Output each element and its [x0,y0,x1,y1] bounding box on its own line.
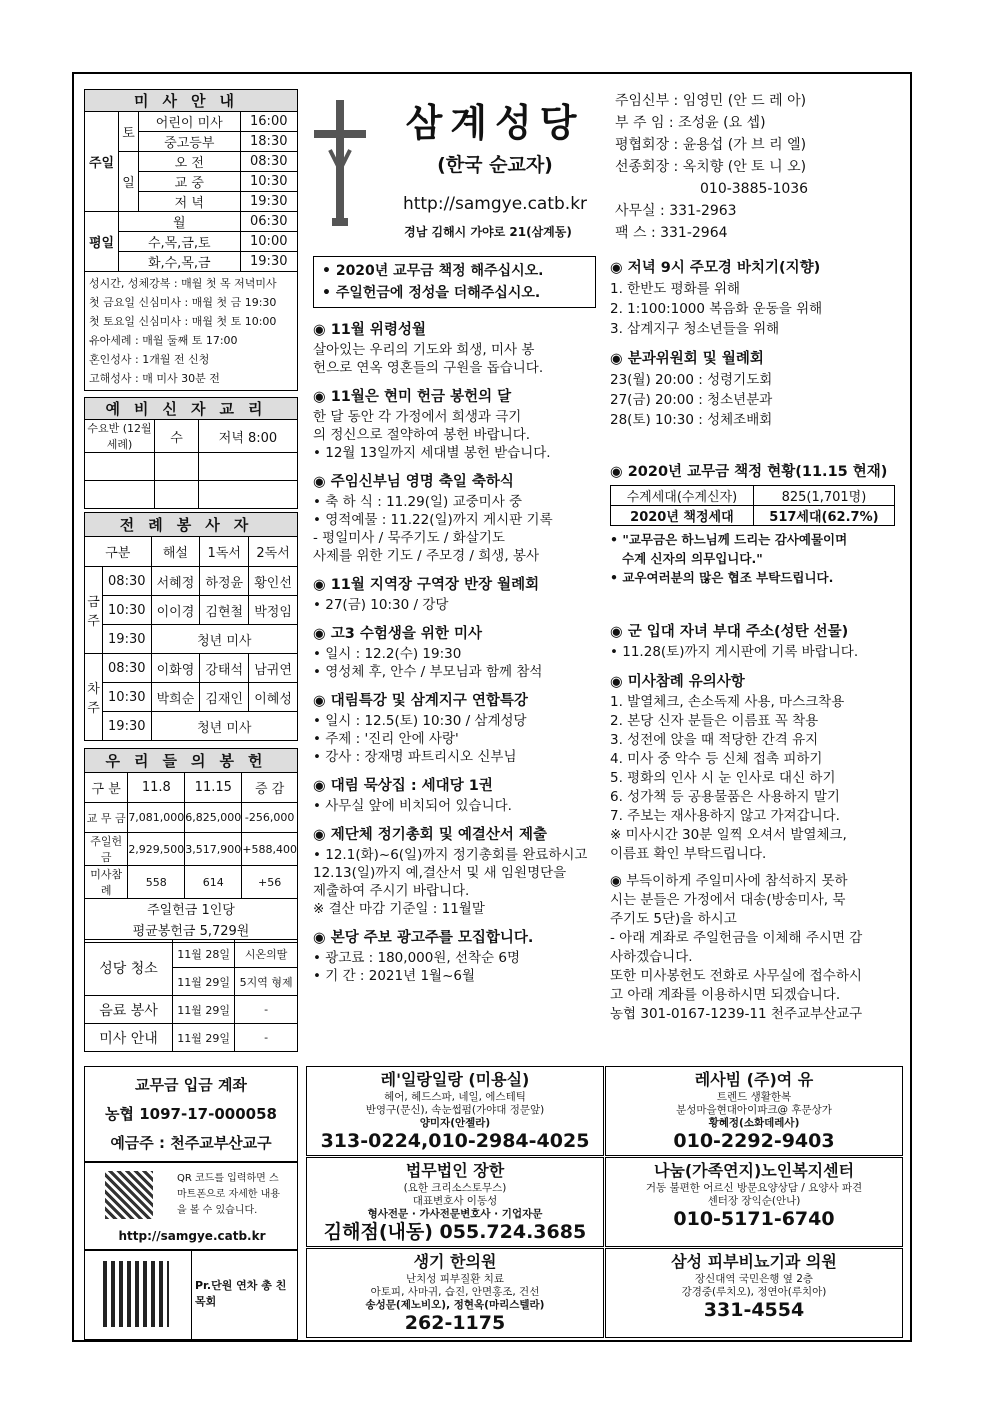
section-title: ◉ 2020년 교무금 책정 현황(11.15 현재) [610,464,888,480]
mass-notes [85,272,298,391]
duty-value: - [235,1024,298,1052]
notice-section [610,872,900,1024]
section-title: ◉ 대림특강 및 삼계지구 연합특강 [313,693,528,709]
cell: 수계세대(수계신자) [611,486,754,506]
mass-time: 16:00 [240,112,297,132]
church-url[interactable]: http://samgye.catb.kr [402,194,588,214]
mass-table [84,89,298,391]
note: 첫 토요일 신심미사 : 매월 첫 토 10:00 [89,315,277,328]
per-person-line: 평균봉헌금 5,729원 [132,923,250,939]
cell: 교 무 금 [85,803,128,833]
section-line: 1. 발열체크, 손소독제 사용, 마스크착용 [610,694,845,710]
notice-section [313,318,603,377]
class-name: 수요반 (12월세례) [85,420,155,453]
ad-phone: 김해점(내동) 055.724.3685 [323,1221,587,1243]
mass-name: 오 전 [139,152,241,172]
section-line: 사제를 위한 기도 / 주모경 / 희생, 봉사 [313,548,540,564]
cell: 7,081,000 [128,803,185,833]
col-header: 구분 [85,537,152,567]
ad-box [605,1066,903,1156]
section-line: • 일시 : 12.2(수) 19:30 [313,646,462,662]
note: 유아세례 : 매월 둘째 토 17:00 [89,334,238,347]
section-line: - 평일미사 / 묵주기도 / 화살기도 [313,530,505,546]
office-phone: 사무실 : 331-2963 [615,203,737,219]
duty-name: 음료 봉사 [85,996,173,1024]
note: 혼인성사 : 1개월 전 신청 [89,353,210,366]
section-line: • 27(금) 10:30 / 강당 [313,597,449,613]
qr-text: QR 코드를 입력하면 스마트폰으로 자세한 내용을 볼 수 있습니다. [177,1173,280,1216]
section-title: ◉ 주임신부님 영명 축일 축하식 [313,474,514,490]
section-title: ◉ 11월 위령성월 [313,322,426,338]
mass-time: 10:30 [240,172,297,192]
ad-detail: 반영구(문신), 속눈썹펌(가야대 정문앞) [365,1104,545,1116]
duty-value: - [235,996,298,1024]
cell: 이화영 [151,654,200,683]
section-line: • 주제 : '진리 안에 사랑' [313,731,459,747]
notice-section [313,573,603,614]
ad-detail: 대표변호사 이동성 [412,1195,498,1207]
servers-table [84,512,298,741]
section-line: • 영적예물 : 11.22(일)까지 게시판 기록 [313,512,553,528]
mass-time: 19:30 [240,192,297,212]
cell: 08:30 [103,654,152,683]
section-line: 2. 본당 신자 분들은 이름표 꼭 착용 [610,713,819,729]
section-title: ◉ 11월은 현미 헌금 봉헌의 달 [313,389,512,405]
notice-line: • 주일헌금에 정성을 더해주십시오. [322,285,541,301]
offering-table [84,748,298,943]
ad-detail: 강경중(루치오), 정연아(루치아) [681,1286,827,1298]
right-column-2 [610,620,900,1032]
notice-line: • 2020년 교무금 책정 해주십시오. [322,263,544,279]
cross-logo [310,100,370,230]
class-time: 저녁 8:00 [199,420,298,453]
section-line: 12.13(일)까지 예,결산서 및 새 임원명단을 [313,865,567,881]
duty-date: 11월 29일 [173,996,235,1024]
mid-column [313,318,603,993]
ad-name: 나눔(가족연지)노인복지센터 [653,1161,855,1180]
note: 첫 금요일 신심미사 : 매월 첫 금 19:30 [89,296,277,309]
section-line: 27(금) 20:00 : 청소년분과 [610,392,773,408]
section-line: 3. 성전에 앉을 때 적당한 간격 유지 [610,732,819,748]
notice-section [313,622,603,681]
section-line: ※ 결산 마감 기준일 : 11월말 [313,901,485,917]
church-address: 경남 김해시 가야로 21(삼계동) [404,225,572,239]
cell: 19:30 [103,625,152,654]
section-line: • 기 간 : 2021년 1월~6월 [313,968,476,984]
ad-box [306,1066,604,1156]
staff-list [615,90,808,244]
ad-phone: 010-2292-9403 [673,1130,835,1152]
section-line: 이름표 확인 부탁드립니다. [610,846,767,862]
section-line: 살아있는 우리의 기도와 희생, 미사 봉 [313,342,535,358]
sunday-label: 주일 [85,112,119,212]
qr-url[interactable]: http://samgye.catb.kr [118,1229,266,1243]
bottom-box [84,1250,298,1340]
cell: 박정임 [249,596,298,625]
section-title: ◉ 11월 지역장 구역장 반장 월례회 [313,577,540,593]
duty-name: 성당 청소 [85,940,173,996]
notice-section [610,670,900,864]
section-line: 의 정신으로 절약하여 봉헌 바랍니다. [313,427,531,443]
section-line: 고 아래 계좌를 이용하시면 되겠습니다. [610,987,841,1003]
section-line: 주기도 5단)을 하시고 [610,911,737,927]
notice-section [610,256,900,339]
mass-name: 화,수,목,금 [119,252,241,272]
mass-name: 교 중 [139,172,241,192]
col-header: 11.8 [128,773,185,803]
ad-detail: 난치성 피부질환 치료 [406,1273,504,1285]
staff-line: 010-3885-1036 [700,181,809,197]
class-day: 수 [155,420,199,453]
day-sat: 토 [119,112,139,152]
cell: 김현철 [200,596,249,625]
ad-name: 레'일랑일랑 (미용실) [380,1070,530,1089]
cell: 청년 미사 [151,625,297,654]
mass-time: 06:30 [240,212,297,232]
col-header: 2독서 [249,537,298,567]
section-line: 5. 평화의 인사 시 눈 인사로 대신 하기 [610,770,836,786]
cell: 517세대(62.7%) [753,506,894,526]
account-number: 농협 1097-17-000058 [105,1105,277,1123]
per-person-line: 주일헌금 1인당 [147,902,235,918]
mass-name: 수,목,금,토 [119,232,241,252]
cell: +56 [242,866,298,899]
ad-detail: 거동 불편한 어르신 방문요양상담 / 요양사 파견 [645,1182,863,1194]
section-title: ◉ 대림 묵상집 : 세대당 1권 [313,778,493,794]
staff-line: 부 주 임 : 조성윤 (요 셉) [615,115,766,131]
week-label: 금주 [85,567,103,654]
section-line: • 축 하 식 : 11.29(일) 교중미사 중 [313,494,523,510]
per-person [85,899,298,943]
staff-line: 평협회장 : 윤용섭 (가 브 리 엘) [615,137,807,153]
cell: 미사참례 [85,866,128,899]
cell: 6,825,000 [185,803,242,833]
section-line: • 강사 : 장재명 파트리시오 신부님 [313,749,517,765]
section-line: • 광고료 : 180,000원, 선착순 6명 [313,950,521,966]
notice-section [313,926,603,985]
ad-detail: 송성문(제노비오), 정현옥(마리스텔라) [365,1299,545,1311]
mass-time: 10:00 [240,232,297,252]
cell: +588,400 [242,833,298,866]
cell: -256,000 [242,803,298,833]
section-line: • 일시 : 12.5(토) 10:30 / 삼계성당 [313,713,527,729]
col-header: 1독서 [200,537,249,567]
cell: 이이경 [151,596,200,625]
section-line: 23(월) 20:00 : 성령기도회 [610,372,773,388]
ad-name: 레사빔 (주)여 유 [694,1070,814,1089]
section-line: - 아래 계좌로 주일헌금을 이체해 주시면 감 [610,930,863,946]
notice-section [313,823,603,918]
mass-name: 중고등부 [139,132,241,152]
notice-section [313,774,603,815]
mass-name: 어린이 미사 [139,112,241,132]
notice-section [313,470,603,565]
ad-box [306,1157,604,1247]
tithe-note: 수계 신자의 의무입니다." [622,551,763,566]
mass-time: 19:30 [240,252,297,272]
section-line: 농협 301-0167-1239-11 천주교부산교구 [610,1006,863,1022]
account-holder: 예금주 : 천주교부산교구 [110,1134,272,1152]
ad-detail: 아토피, 사마귀, 습진, 안면홍조, 건선 [370,1286,540,1298]
section-line: 시는 분들은 가정에서 대송(방송미사, 묵 [610,892,846,908]
duty-date: 11월 29일 [173,968,235,996]
section-line: • 사무실 앞에 비치되어 있습니다. [313,798,512,814]
cell: 남귀연 [249,654,298,683]
qr-box [84,1162,298,1250]
cell: 강태석 [200,654,249,683]
section-line: 사하겠습니다. [610,949,693,965]
cell: 김재인 [200,683,249,712]
section-line: ◉ 부득이하게 주일미사에 참석하지 못하 [610,873,848,889]
duty-value: 5지역 형제 [235,968,298,996]
group-text: Pr.단원 연차 총 친목회 [195,1279,287,1308]
notice-box [313,256,596,308]
notice-section [313,689,603,766]
section-title: ◉ 분과위원회 및 월례회 [610,351,764,367]
ad-phone: 313-0224,010-2984-4025 [320,1130,590,1152]
section-line: • 12월 13일까지 세대별 봉헌 받습니다. [313,445,551,461]
ad-name: 삼성 피부비뇨기과 의원 [671,1252,837,1271]
section-line: 4. 미사 중 악수 등 신체 접촉 피하기 [610,751,823,767]
section-line: • 영성체 후, 안수 / 부모님과 함께 참석 [313,664,543,680]
section-title: ◉ 고3 수험생을 위한 미사 [313,626,482,642]
section-line: 헌으로 연옥 영혼들의 구원을 돕습니다. [313,360,544,376]
notice-section [610,620,900,662]
section-line: 7. 주보는 재사용하지 않고 가져갑니다. [610,808,840,824]
ad-detail: 헤어, 헤드스파, 네일, 에스테틱 [384,1091,526,1103]
col-header: 증 감 [242,773,298,803]
ad-detail: (요한 크리소스토무스) [403,1182,507,1194]
cell: 614 [185,866,242,899]
account-title: 교무금 입금 계좌 [135,1076,247,1094]
section-title: ◉ 제단체 정기총회 및 예결산서 제출 [313,827,547,843]
servers-title: 전례봉사자 [85,513,298,537]
section-line: • 11.28(토)까지 게시판에 기록 바랍니다. [610,644,859,660]
ad-detail: 양미자(안젤라) [419,1117,491,1129]
col-header: 구 분 [85,773,128,803]
notice-section [313,385,603,462]
ad-detail: 분성마을현대아이파크@ 후문상가 [676,1104,832,1116]
ad-detail: 트렌드 생활한복 [716,1091,792,1103]
section-line: 3. 삼계지구 청소년들을 위해 [610,321,780,337]
ad-name: 생기 한의원 [413,1252,497,1271]
note: 성시간, 성체강복 : 매월 첫 목 저녁미사 [89,277,277,290]
catechumen-title: 예비신자교리 [85,398,298,420]
section-line: • 12.1(화)~6(일)까지 정기총회를 완료하시고 [313,847,588,863]
cell: 박희순 [151,683,200,712]
col-header: 해설 [151,537,200,567]
note: 고해성사 : 매 미사 30분 전 [89,372,220,385]
duties-table [84,939,298,1052]
staff-line: 선종회장 : 옥치향 (안 토 니 오) [615,159,807,175]
ad-phone: 010-5171-6740 [673,1208,835,1230]
ad-box [306,1248,604,1338]
tithe-table [610,485,895,526]
day-sun: 일 [119,152,139,212]
cell: 08:30 [103,567,152,596]
cell: 10:30 [103,596,152,625]
section-title: ◉ 미사참례 유의사항 [610,674,745,690]
tithe-note: • "교무금은 하느님께 드리는 감사예물이며 [610,532,848,547]
cell: 2020년 책정세대 [611,506,754,526]
section-line: 6. 성가책 등 공용물품은 사용하지 말기 [610,789,840,805]
duty-date: 11월 28일 [173,940,235,968]
ad-phone: 331-4554 [703,1299,805,1321]
duty-value: 시온의딸 [235,940,298,968]
cell: 558 [128,866,185,899]
tithe-note: • 교우여러분의 많은 협조 부탁드립니다. [610,570,834,585]
account-box [84,1066,298,1162]
cell: 2,929,500 [128,833,185,866]
section-line: 1. 한반도 평화를 위해 [610,281,741,297]
ad-box [605,1157,903,1247]
mass-name: 월 [119,212,241,232]
church-subtitle: (한국 순교자) [437,154,553,176]
mass-name: 저 녁 [139,192,241,212]
tithe-section [610,460,900,587]
staff-line: 주임신부 : 임영민 (안 드 레 아) [615,93,807,109]
cell: 청년 미사 [151,712,297,741]
catechumen-table [84,397,298,509]
mass-table-title: 미사안내 [85,90,298,112]
ad-phone: 262-1175 [404,1312,506,1334]
col-header: 11.15 [185,773,242,803]
section-line: 한 달 동안 각 가정에서 희생과 극기 [313,409,522,425]
section-line: ※ 미사시간 30분 일찍 오셔서 발열체크, [610,827,847,843]
ad-name: 법무법인 장한 [405,1161,505,1180]
ad-box [605,1248,903,1338]
section-line: 2. 1:100:1000 복음화 운동을 위해 [610,301,823,317]
duty-name: 미사 안내 [85,1024,173,1052]
ad-detail: 장신대역 국민은행 옆 2층 [694,1273,814,1285]
cell: 825(1,701명) [753,486,894,506]
offering-title: 우리들의봉헌 [85,749,298,773]
week-label: 차주 [85,654,103,741]
cell: 3,517,900 [185,833,242,866]
church-title: 삼계성당 [405,101,585,145]
cell: 서혜정 [151,567,200,596]
cell: 황인선 [249,567,298,596]
ad-detail: 형사전문 · 가사전문변호사 · 기업자문 [367,1208,543,1220]
cell: 10:30 [103,683,152,712]
section-line: 28(토) 10:30 : 성체조배회 [610,412,773,428]
cell: 하정윤 [200,567,249,596]
weekday-label: 평일 [85,212,119,272]
section-line: 또한 미사봉헌도 전화로 사무실에 접수하시 [610,968,862,984]
duty-date: 11월 29일 [173,1024,235,1052]
section-title: ◉ 본당 주보 광고주를 모집합니다. [313,930,534,946]
cell: 주일헌금 [85,833,128,866]
section-title: ◉ 군 입대 자녀 부대 주소(성탄 선물) [610,624,849,640]
fax-number: 팩 스 : 331-2964 [615,225,728,241]
mass-time: 18:30 [240,132,297,152]
ad-detail: 황혜정(소화데레사) [708,1117,800,1129]
qr-code-icon[interactable] [105,1171,153,1219]
section-title: ◉ 저녁 9시 주모경 바치기(지향) [610,260,821,276]
ad-detail: 센터장 장익순(안나) [707,1195,801,1207]
section-line: 제출하여 주시기 바랍니다. [313,883,470,899]
qr-code-icon[interactable] [103,1261,169,1327]
right-column [610,256,900,438]
mass-time: 08:30 [240,152,297,172]
notice-section [610,347,900,430]
cell: 이혜성 [249,683,298,712]
cell: 19:30 [103,712,152,741]
